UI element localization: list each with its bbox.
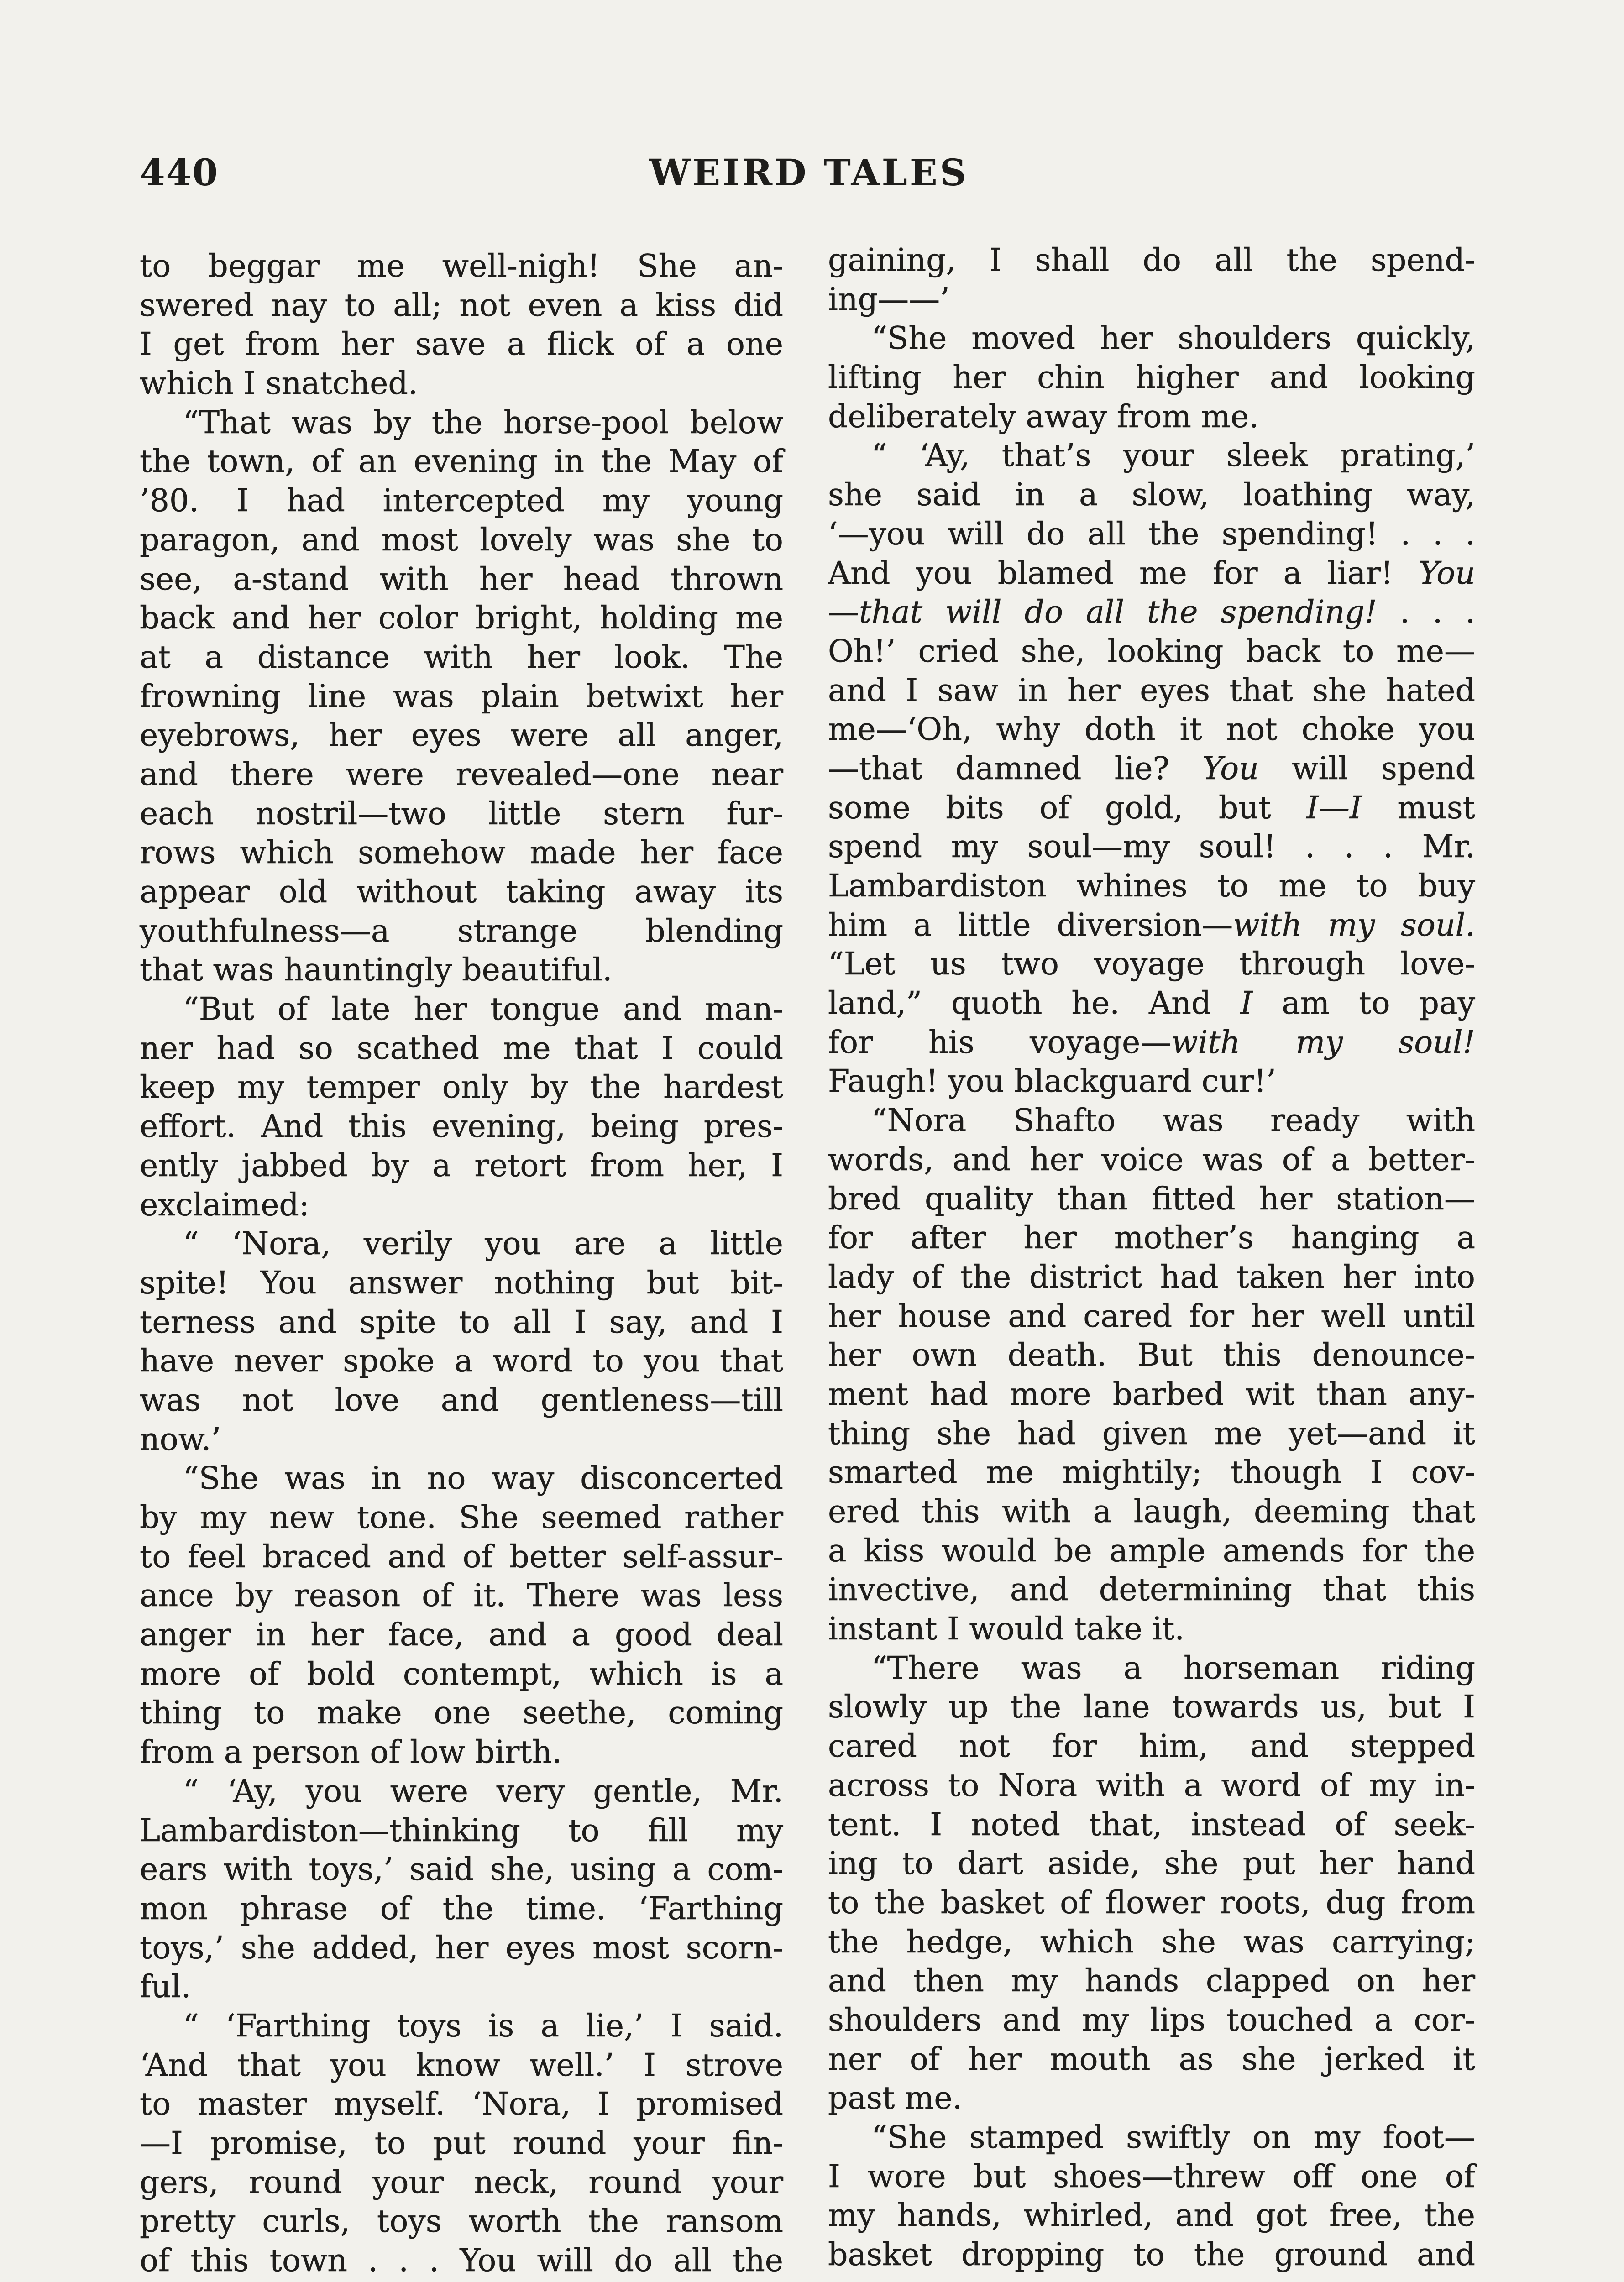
- text-line: across to Nora with a word of my in-: [828, 1767, 1475, 1804]
- text-line: Oh!’ cried she, looking back to me—: [828, 633, 1475, 670]
- text-line: exclaimed:: [140, 1187, 309, 1223]
- text-run: am to pay: [1252, 985, 1476, 1022]
- italic-text: I—I: [1306, 790, 1362, 826]
- text-line: me—‘Oh, why doth it not choke you: [828, 712, 1475, 748]
- text-line: ner of her mouth as she jerked it: [828, 2041, 1475, 2078]
- text-line: bred quality than fitted her station—: [828, 1181, 1475, 1217]
- text-line: [828, 906, 1475, 945]
- text-line: “But of late her tongue and man-: [183, 991, 783, 1028]
- text-run: And you blamed me for a liar!: [828, 555, 1419, 591]
- text-line: toys,’ she added, her eyes most scorn-: [140, 1930, 783, 1966]
- text-line: [828, 1023, 1475, 1062]
- text-line: each nostril—two little stern fur-: [140, 796, 783, 832]
- text-run: . . .: [1377, 594, 1475, 631]
- text-line: for after her mother’s hanging a: [828, 1220, 1475, 1256]
- text-line: rows which somehow made her face: [140, 835, 783, 871]
- text-line: of this town . . . You will do all the: [140, 2243, 783, 2279]
- text-line: gaining, I shall do all the spend-: [828, 242, 1475, 278]
- text-line: [828, 593, 1475, 632]
- text-run: must: [1362, 790, 1475, 826]
- text-line: [828, 749, 1475, 789]
- text-run: some bits of gold, but: [828, 790, 1307, 826]
- text-line: to the basket of flower roots, dug from: [828, 1884, 1475, 1921]
- text-line: “ ‘Ay, you were very gentle, Mr.: [183, 1773, 783, 1810]
- text-line: anger in her face, and a good deal: [140, 1617, 783, 1654]
- text-line: from a person of low birth.: [140, 1734, 562, 1771]
- text-line: lady of the district had taken her into: [828, 1259, 1475, 1295]
- text-line: Lambardiston whines to me to buy: [828, 868, 1475, 904]
- text-line: back and her color bright, holding me: [140, 600, 783, 637]
- text-line: ‘And that you know well.’ I strove: [140, 2047, 783, 2083]
- text-line: ‘—you will do all the spending! . . .: [828, 516, 1475, 552]
- text-run: him a little diversion—: [828, 907, 1233, 943]
- text-line: “She was in no way disconcerted: [183, 1460, 783, 1497]
- text-line: “ ‘Ay, that’s your sleek prating,’: [871, 438, 1475, 474]
- text-line: invective, and determining that this: [828, 1572, 1475, 1608]
- text-line: ered this with a laugh, deeming that: [828, 1494, 1475, 1530]
- text-line: “Nora Shafto was ready with: [871, 1103, 1475, 1139]
- text-run: will spend: [1258, 750, 1475, 787]
- text-line: ance by reason of it. There was less: [140, 1578, 783, 1614]
- text-line: swered nay to all; not even a kiss did: [140, 287, 783, 324]
- text-line: to master myself. ‘Nora, I promised: [140, 2086, 783, 2123]
- text-line: ment had more barbed wit than any-: [828, 1376, 1475, 1413]
- text-line: smarted me mightily; though I cov-: [828, 1455, 1475, 1491]
- text-line: “Let us two voyage through love-: [828, 946, 1475, 983]
- text-line: have never spoke a word to you that: [140, 1343, 783, 1380]
- text-line: and there were revealed—one near: [140, 756, 783, 793]
- text-line: gers, round your neck, round your: [140, 2164, 783, 2201]
- text-line: thing she had given me yet—and it: [828, 1415, 1475, 1452]
- text-line: lifting her chin higher and looking: [828, 360, 1475, 396]
- text-line: that was hauntingly beautiful.: [140, 952, 613, 989]
- text-line: past me.: [828, 2080, 963, 2117]
- text-line: deliberately away from me.: [828, 398, 1259, 435]
- text-line: I wore but shoes—threw off one of: [828, 2158, 1475, 2195]
- text-line: pretty curls, toys worth the ransom: [140, 2203, 783, 2240]
- italic-text: with my soul.: [1233, 907, 1475, 943]
- text-line: more of bold contempt, which is a: [140, 1656, 783, 1692]
- text-line: and I saw in her eyes that she hated: [828, 672, 1475, 709]
- text-line: frowning line was plain betwixt her: [140, 678, 783, 715]
- text-line: and then my hands clapped on her: [828, 1963, 1475, 1999]
- left-column: [140, 247, 783, 2281]
- text-line: her house and cared for her well until: [828, 1298, 1475, 1335]
- text-line: now.’: [140, 1421, 221, 1458]
- text-line: appear old without taking away its: [140, 874, 783, 910]
- text-line: terness and spite to all I say, and I: [140, 1304, 783, 1340]
- text-line: the town, of an evening in the May of: [140, 444, 783, 480]
- italic-text: —that will do all the spending!: [828, 594, 1377, 631]
- text-line: spend my soul—my soul! . . . Mr.: [828, 829, 1475, 865]
- text-line: spite! You answer nothing but bit-: [140, 1265, 783, 1301]
- text-line: words, and her voice was of a better-: [828, 1141, 1475, 1178]
- text-line: [828, 789, 1475, 828]
- text-line: ing——’: [828, 281, 950, 318]
- text-line: youthfulness—a strange blending: [140, 913, 783, 949]
- text-line: the hedge, which she was carrying;: [828, 1924, 1475, 1960]
- text-line: a kiss would be ample amends for the: [828, 1533, 1475, 1569]
- text-line: “She stamped swiftly on my foot—: [871, 2120, 1475, 2156]
- text-line: “She moved her shoulders quickly,: [871, 320, 1475, 357]
- italic-text: I: [1240, 985, 1253, 1022]
- text-line: instant I would take it.: [828, 1611, 1184, 1648]
- text-line: at a distance with her look. The: [140, 639, 783, 675]
- right-column: [828, 241, 1475, 2275]
- text-line: was not love and gentleness—till: [140, 1382, 783, 1418]
- italic-text: You: [1419, 555, 1475, 591]
- text-line: to beggar me well-nigh! She an-: [140, 248, 783, 284]
- text-line: [828, 984, 1475, 1023]
- text-line: shoulders and my lips touched a cor-: [828, 2002, 1475, 2038]
- text-line: my hands, whirled, and got free, the: [828, 2198, 1475, 2234]
- text-line: eyebrows, her eyes were all anger,: [140, 717, 783, 754]
- text-line: her own death. But this denounce-: [828, 1337, 1475, 1374]
- text-line: mon phrase of the time. ‘Farthing: [140, 1890, 783, 1927]
- text-line: which I snatched.: [140, 366, 418, 402]
- text-line: “ ‘Nora, verily you are a little: [183, 1226, 783, 1262]
- text-line: —I promise, to put round your fin-: [140, 2125, 783, 2162]
- italic-text: with my soul!: [1171, 1024, 1475, 1061]
- text-line: she said in a slow, loathing way,: [828, 477, 1475, 513]
- text-line: Faugh! you blackguard cur!’: [828, 1063, 1276, 1100]
- text-line: ful.: [140, 1969, 191, 2005]
- text-line: ently jabbed by a retort from her, I: [140, 1147, 783, 1184]
- text-line: paragon, and most lovely was she to: [140, 522, 783, 558]
- text-line: I get from her save a flick of a one: [140, 326, 783, 363]
- text-line: to feel braced and of better self-assur-: [140, 1539, 783, 1575]
- text-line: cared not for him, and stepped: [828, 1728, 1475, 1765]
- page-number: 440: [140, 151, 219, 194]
- text-line: tent. I noted that, instead of seek-: [828, 1806, 1475, 1843]
- running-title: WEIRD TALES: [649, 151, 969, 194]
- text-line: keep my temper only by the hardest: [140, 1069, 783, 1106]
- text-line: ing to dart aside, she put her hand: [828, 1846, 1475, 1882]
- text-line: [828, 554, 1475, 593]
- italic-text: You: [1202, 750, 1259, 787]
- text-line: “There was a horseman riding: [871, 1650, 1475, 1686]
- text-line: ears with toys,’ said she, using a com-: [140, 1852, 783, 1888]
- text-line: by my new tone. She seemed rather: [140, 1500, 783, 1536]
- text-line: basket dropping to the ground and: [828, 2237, 1475, 2273]
- text-line: ’80. I had intercepted my young: [140, 483, 783, 519]
- text-run: for his voyage—: [828, 1024, 1172, 1061]
- text-line: “ ‘Farthing toys is a lie,’ I said.: [183, 2008, 783, 2044]
- text-line: Lambardiston—thinking to fill my: [140, 1812, 783, 1849]
- text-line: see, a-stand with her head thrown: [140, 561, 783, 597]
- text-line: ner had so scathed me that I could: [140, 1030, 783, 1067]
- text-line: slowly up the lane towards us, but I: [828, 1689, 1475, 1726]
- text-line: thing to make one seethe, coming: [140, 1695, 783, 1732]
- text-line: effort. And this evening, being pres-: [140, 1109, 783, 1145]
- text-run: land,” quoth he. And: [828, 985, 1241, 1022]
- text-run: —that damned lie?: [828, 750, 1203, 787]
- text-line: “That was by the horse-pool below: [183, 404, 783, 441]
